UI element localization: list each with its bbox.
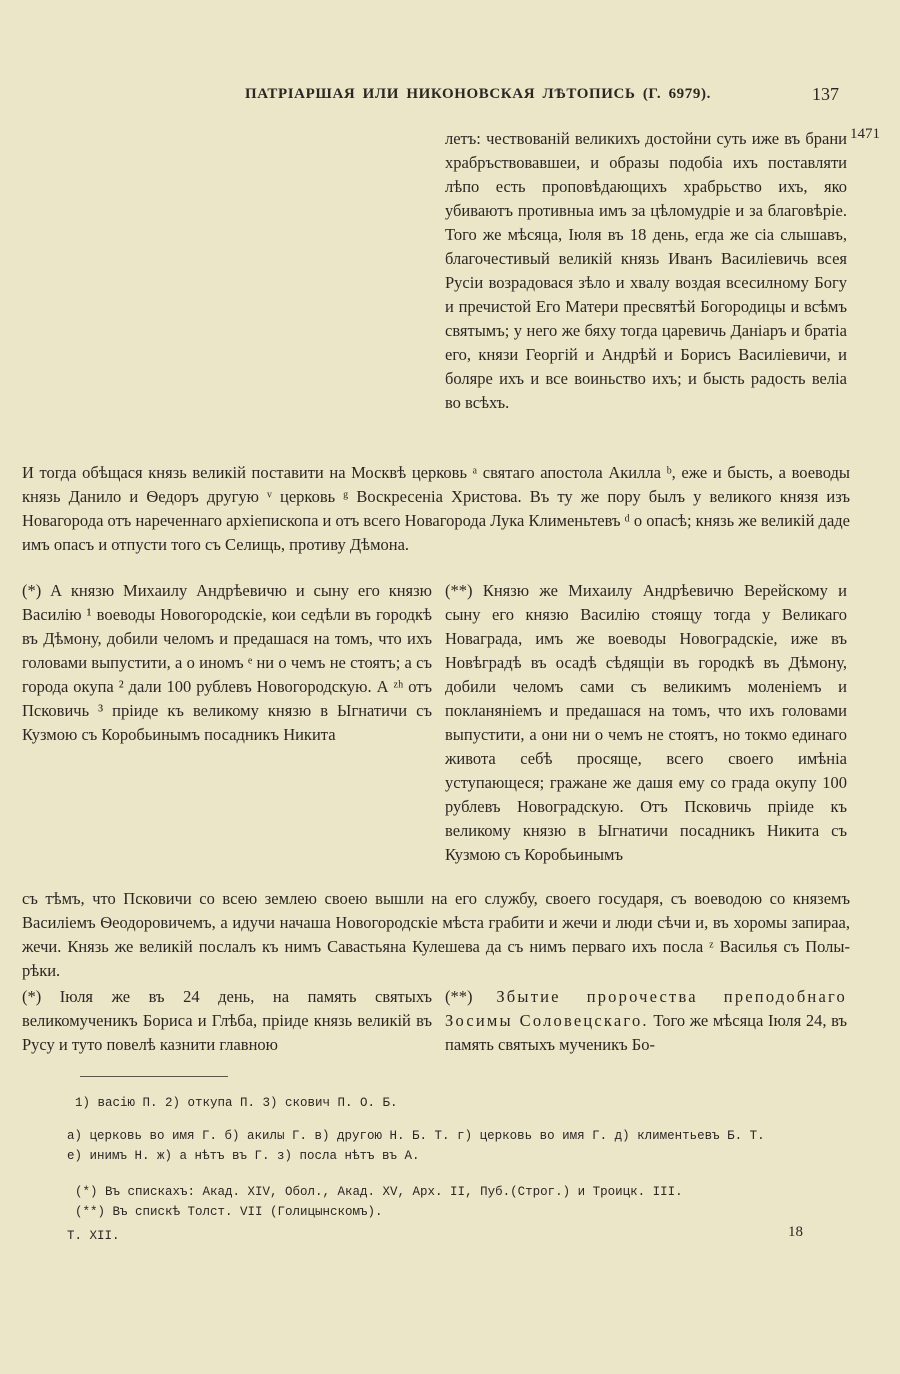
footnote-line: е) инимъ Н. ж) а нѣтъ въ Г. з) посла нѣтъ въ А. — [67, 1149, 420, 1163]
right-column-text-2-rest: Того же мѣсяца Іюля 24, въ память святыхъ мученикъ Бо- — [445, 1011, 848, 1054]
left-column-text-2: (*) Іюля же въ 24 день, на память святыхъ великомученикъ Бориса и Глѣба, пріиде князь великій въ Русу и туто повелѣ казнити главною — [22, 987, 432, 1054]
footnotes-lettered — [67, 1126, 857, 1166]
page-number: 137 — [812, 84, 839, 104]
right-column-top — [445, 127, 847, 415]
marker: (**) — [445, 987, 473, 1006]
right-column-text-1: (**) Князю же Михаилу Андрѣевичю Верейскому и сыну его князю Василію стоящу тогда у Великаго Новаграда, имъ же воеводы Новоградскіе, иже въ Новѣградѣ въ осадѣ сѣдящіи въ городкѣ въ Дѣмону, добили челомъ сами съ великимъ моленіемъ и покланяніемъ и предашася на томъ, что ихъ головами выпустити, а они ни о чемъ не стоятъ, но токмо единаго живота себѣ просяще, всего своего имѣніа уступающеся; гражане же дашя ему со града окупу 100 рублевъ Новоградскую. Отъ Псковичь пріиде къ великому князю в Ыгнатичи посадникъ Никита съ Кузмою съ Коробьинымъ — [445, 581, 847, 864]
footnote-line: (*) Въ спискахъ: Акад. XIV, Обол., Акад. XV, Арх. II, Пуб.(Строг.) и Троицк. III. — [75, 1185, 683, 1199]
full-width-paragraph-2 — [22, 887, 850, 983]
margin-year: 1471 — [850, 126, 880, 142]
footnotes-star — [75, 1182, 855, 1222]
right-column-1 — [445, 579, 847, 867]
right-column-text: летъ: чествованій великихъ достойни суть иже въ брани храбръствовавшеи, и образы подобіа ихъ поставляти лѣпо есть проповѣдающихъ храбрьство ихъ, яко убиваютъ противныа имъ за цѣломудріе и за благовѣріе. Того же мѣсяца, Іюля въ 18 день, егда же сіа слышавъ, благочестивый великій князь Иванъ Василіевичь всея Русіи возрадовася зѣло и хвалу воздая всесилному Богу и пречистой Его Матери пресвятѣй Богородицы и всѣмъ святымъ; у него же бяху тогда царевичь Даніаръ и братіа его, князи Георгій и Андрѣй и Борисъ Василіевичи, и боляре ихъ и все воиньство ихъ; и бысть радость веліа во всѣхъ. — [445, 129, 847, 412]
left-column-1 — [22, 579, 432, 747]
footnote-rule — [80, 1076, 228, 1077]
right-column-2 — [445, 985, 847, 1057]
footnotes-numbered: 1) васію П. 2) откупа П. 3) скович П. О. Б. — [75, 1096, 398, 1110]
paragraph-text-2: съ тѣмъ, что Псковичи со всею землею своею вышли на его службу, своего государя, съ воеводою со княземъ Василіемъ Ѳеодоровичемъ, а идучи начаша Новогородскіе мѣста грабити и жечи и люди сѣчи и, въ хоромы запираа, жечи. Князь же великій послалъ къ нимъ Савастьяна Кулешева да съ нимъ перваго ихъ посла ᶻ Василья съ Полы-рѣки. — [22, 889, 850, 980]
running-header — [0, 86, 900, 110]
sheet-signature: 18 — [788, 1224, 803, 1240]
footnote-line: а) церковь во имя Г. б) акилы Г. в) другою Н. Б. Т. г) церковь во имя Г. д) климентьевъ Б. Т. — [67, 1129, 765, 1143]
paragraph-text-1: И тогда обѣщася князь великій поставити на Москвѣ церковь ᵃ святаго апостола Акилла ᵇ, еже и бысть, а воеводы князь Данило и Ѳедоръ другую ᵛ церковь ᵍ Воскресеніа Христова. Въ ту же пору былъ у великого князя изъ Новагорода отъ нареченнаго архіепископа и отъ всего Новагорода Лука Клименьтевъ ᵈ о опасѣ; князь же великій даде имъ опасъ и отпусти того съ Селищь, противу Дѣмона. — [22, 463, 850, 554]
folio-volume: Т. XII. — [67, 1229, 120, 1243]
left-column-text-1: (*) А князю Михаилу Андрѣевичю и сыну его князю Василію ¹ воеводы Новогородскіе, кои седѣли въ городкѣ въ Дѣмону, добили челомъ и предашася на томъ, что ихъ головами выпустити, а о иномъ ᵉ ни о чемъ не стоятъ; а съ города окупа ² дали 100 рублевъ Новогородскую. А ᶻʰ отъ Псковичь ³ пріиде къ великому князю в Ыгнатичи съ Кузмою съ Коробьинымъ посадникъ Никита — [22, 581, 432, 744]
running-title: ПАТРІАРШАЯ ИЛИ НИКОНОВСКАЯ ЛѢТОПИСЬ (Г. 6979). — [245, 86, 711, 102]
left-column-2 — [22, 985, 432, 1057]
right-column-text-2 — [445, 985, 847, 1057]
footnote-line: (**) Въ спискѣ Толст. VII (Голицынскомъ). — [75, 1205, 383, 1219]
section-heading: Збытие пророчества преподобнаго Зосимы Соловецскаго. — [445, 987, 847, 1030]
full-width-paragraph-1 — [22, 461, 850, 557]
